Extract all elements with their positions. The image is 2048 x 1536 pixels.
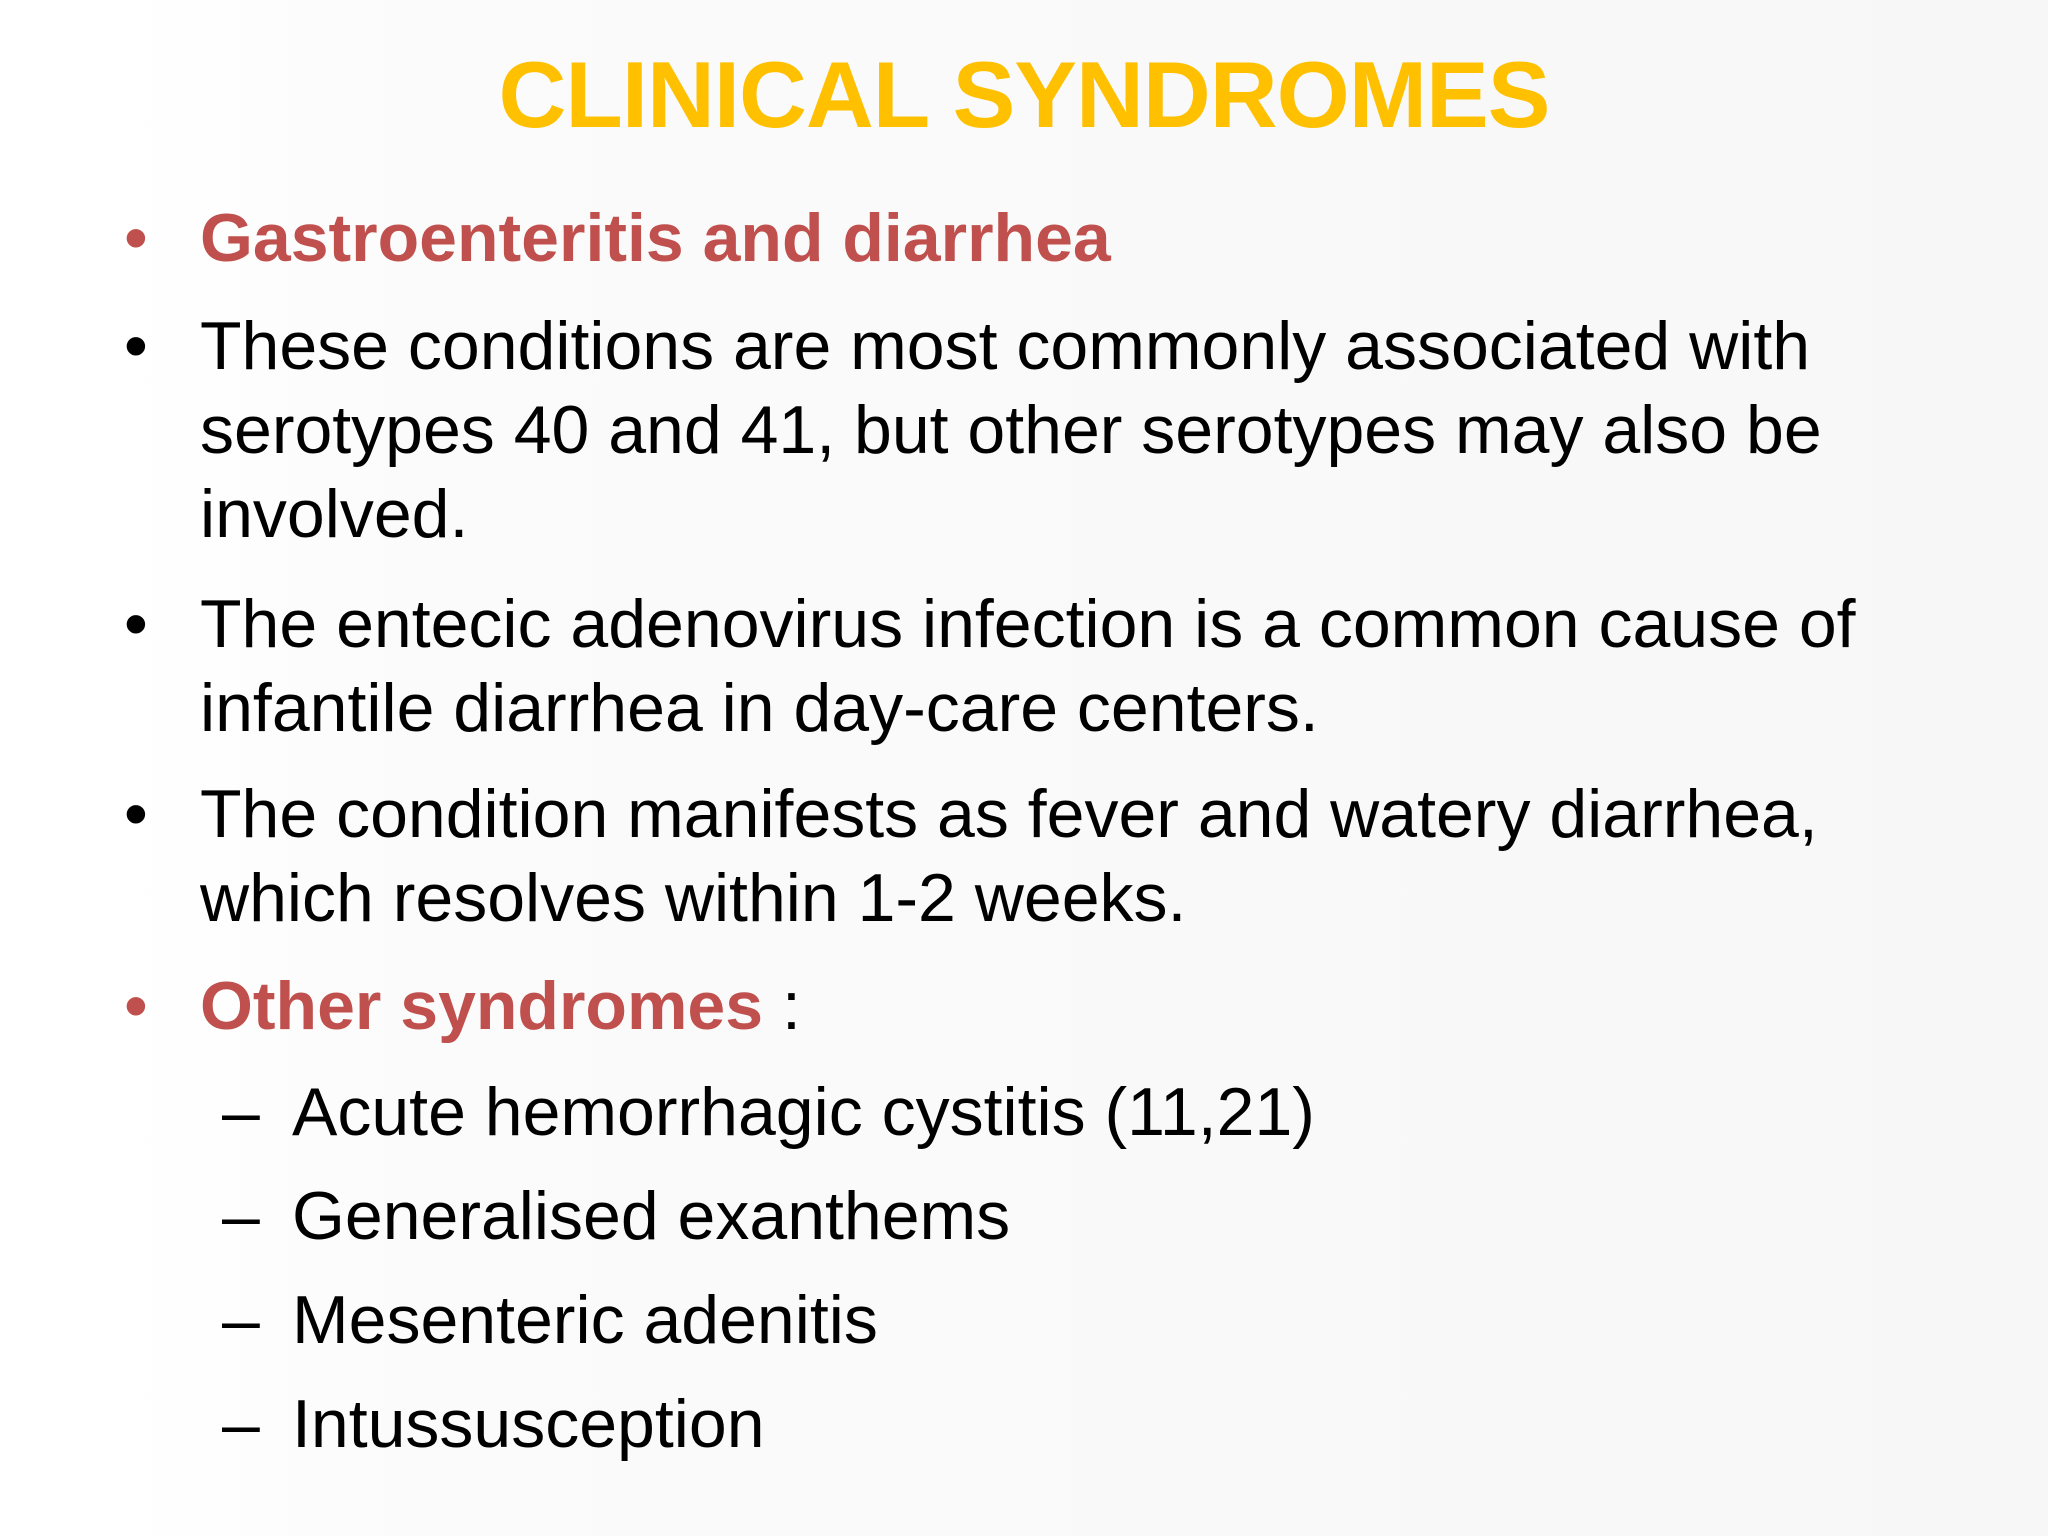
sub-item-intussusception [222, 1382, 765, 1466]
other-syndromes-colon: : [763, 968, 801, 1044]
sub-marker: – [222, 1282, 260, 1358]
sub-item-label: Generalised exanthems [292, 1178, 1011, 1254]
sub-item-label: Mesenteric adenitis [292, 1282, 878, 1358]
sub-item-cystitis [222, 1070, 1315, 1154]
bullet-marker: • [124, 308, 148, 384]
sub-item-label: Intussusception [292, 1386, 765, 1462]
bullet-item-enteric-infection: The entecic adenovirus infection is a common cause of infantile diarrhea in day-care centers. [200, 586, 1856, 746]
bullet-item-other-syndromes [200, 964, 2000, 1048]
sub-marker: – [222, 1074, 260, 1150]
sub-item-adenitis [222, 1278, 878, 1362]
bullet-marker: • [124, 586, 148, 662]
bullet-item-serotypes: These conditions are most commonly associated with serotypes 40 and 41, but other serotypes may also be involved. [200, 308, 1822, 552]
sub-marker: – [222, 1178, 260, 1254]
bullet-item-manifestation: The condition manifests as fever and watery diarrhea, which resolves within 1-2 weeks. [200, 776, 1818, 936]
slide-title: CLINICAL SYNDROMES [498, 42, 1550, 147]
bullet-marker: • [124, 200, 148, 276]
sub-item-label: Acute hemorrhagic cystitis (11,21) [292, 1074, 1315, 1150]
bullet-item-gastroenteritis: Gastroenteritis and diarrhea [200, 200, 1111, 276]
bullet-marker: • [124, 968, 148, 1044]
other-syndromes-label: Other syndromes [200, 968, 764, 1044]
sub-marker: – [222, 1386, 260, 1462]
bullet-marker: • [124, 776, 148, 852]
sub-item-exanthems [222, 1174, 1010, 1258]
